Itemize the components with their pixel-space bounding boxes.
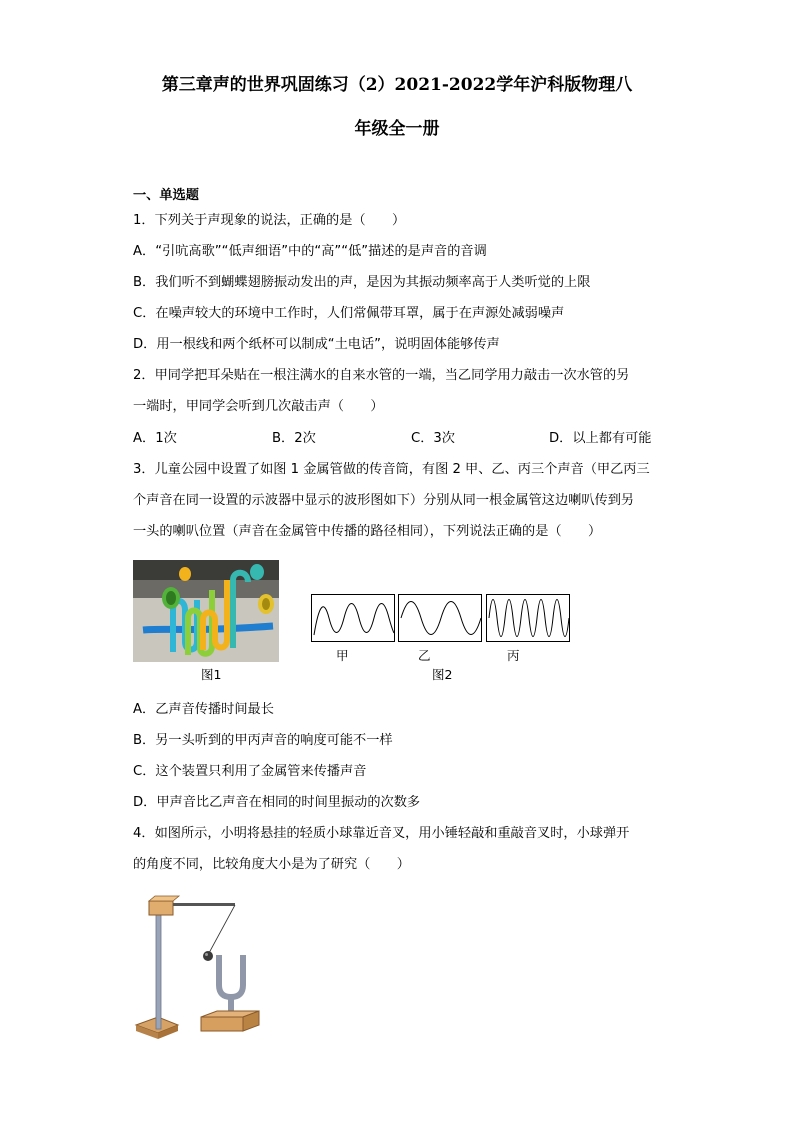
q1-option-c: C．在噪声较大的环境中工作时，人们常佩带耳罩，属于在声源处减弱噪声 [133, 306, 565, 321]
q2-stem-line2: 一端时，甲同学会听到几次敲击声（ ） [133, 399, 384, 414]
q2-option-b: B．2次 [272, 431, 316, 446]
q1-option-b: B．我们听不到蝴蝶翅膀振动发出的声，是因为其振动频率高于人类听觉的上限 [133, 275, 591, 290]
document-title-line1: 第三章声的世界巩固练习（2）2021-2022学年沪科版物理八 [161, 75, 633, 95]
section-heading: 一、单选题 [133, 188, 199, 203]
q2-option-c: C．3次 [411, 431, 455, 446]
q2-option-d: D．以上都有可能 [549, 431, 652, 446]
q3-option-c: C．这个装置只利用了金属管来传播声音 [133, 764, 367, 779]
q1-stem: 1．下列关于声现象的说法，正确的是（ ） [133, 213, 406, 228]
q2-option-a: A．1次 [133, 431, 177, 446]
q3-stem-line1: 3．儿童公园中设置了如图 1 金属管做的传音筒，有图 2 甲、乙、丙三个声音（甲乙丙三 [133, 462, 650, 477]
waveform-yi [398, 594, 482, 642]
tuning-fork-apparatus-figure [133, 893, 263, 1039]
q2-stem-line1: 2．甲同学把耳朵贴在一根注满水的自来水管的一端，当乙同学用力敲击一次水管的另 [133, 368, 630, 383]
q3-stem-line3: 一头的喇叭位置（声音在金属管中传播的路径相同），下列说法正确的是（ ） [133, 524, 602, 539]
q3-option-a: A．乙声音传播时间最长 [133, 702, 274, 717]
q3-stem-line2: 个声音在同一设置的示波器中显示的波形图如下）分别从同一根金属管这边喇叭传到另 [133, 493, 635, 508]
waveform-jia [311, 594, 395, 642]
q4-stem-line2: 的角度不同，比较角度大小是为了研究（ ） [133, 857, 410, 872]
wave-label-jia: 甲 [336, 648, 349, 663]
waveform-bing [486, 594, 570, 642]
q1-option-a: A．“引吭高歌”“低声细语”中的“高”“低”描述的是声音的音调 [133, 244, 487, 259]
q3-option-b: B．另一头听到的甲丙声音的响度可能不一样 [133, 733, 393, 748]
wave-label-yi: 乙 [418, 648, 431, 663]
q3-option-d: D．甲声音比乙声音在相同的时间里振动的次数多 [133, 795, 421, 810]
document-title-line2: 年级全一册 [354, 119, 440, 139]
wave-label-bing: 丙 [507, 648, 520, 663]
q1-option-d: D．用一根线和两个纸杯可以制成“土电话”，说明固体能够传声 [133, 337, 500, 352]
q4-stem-line1: 4．如图所示，小明将悬挂的轻质小球靠近音叉，用小锤轻敲和重敲音叉时，小球弹开 [133, 826, 630, 841]
speaking-tube-photo [133, 560, 279, 662]
figure2-caption: 图2 [432, 667, 453, 682]
figure1-caption: 图1 [201, 667, 222, 682]
